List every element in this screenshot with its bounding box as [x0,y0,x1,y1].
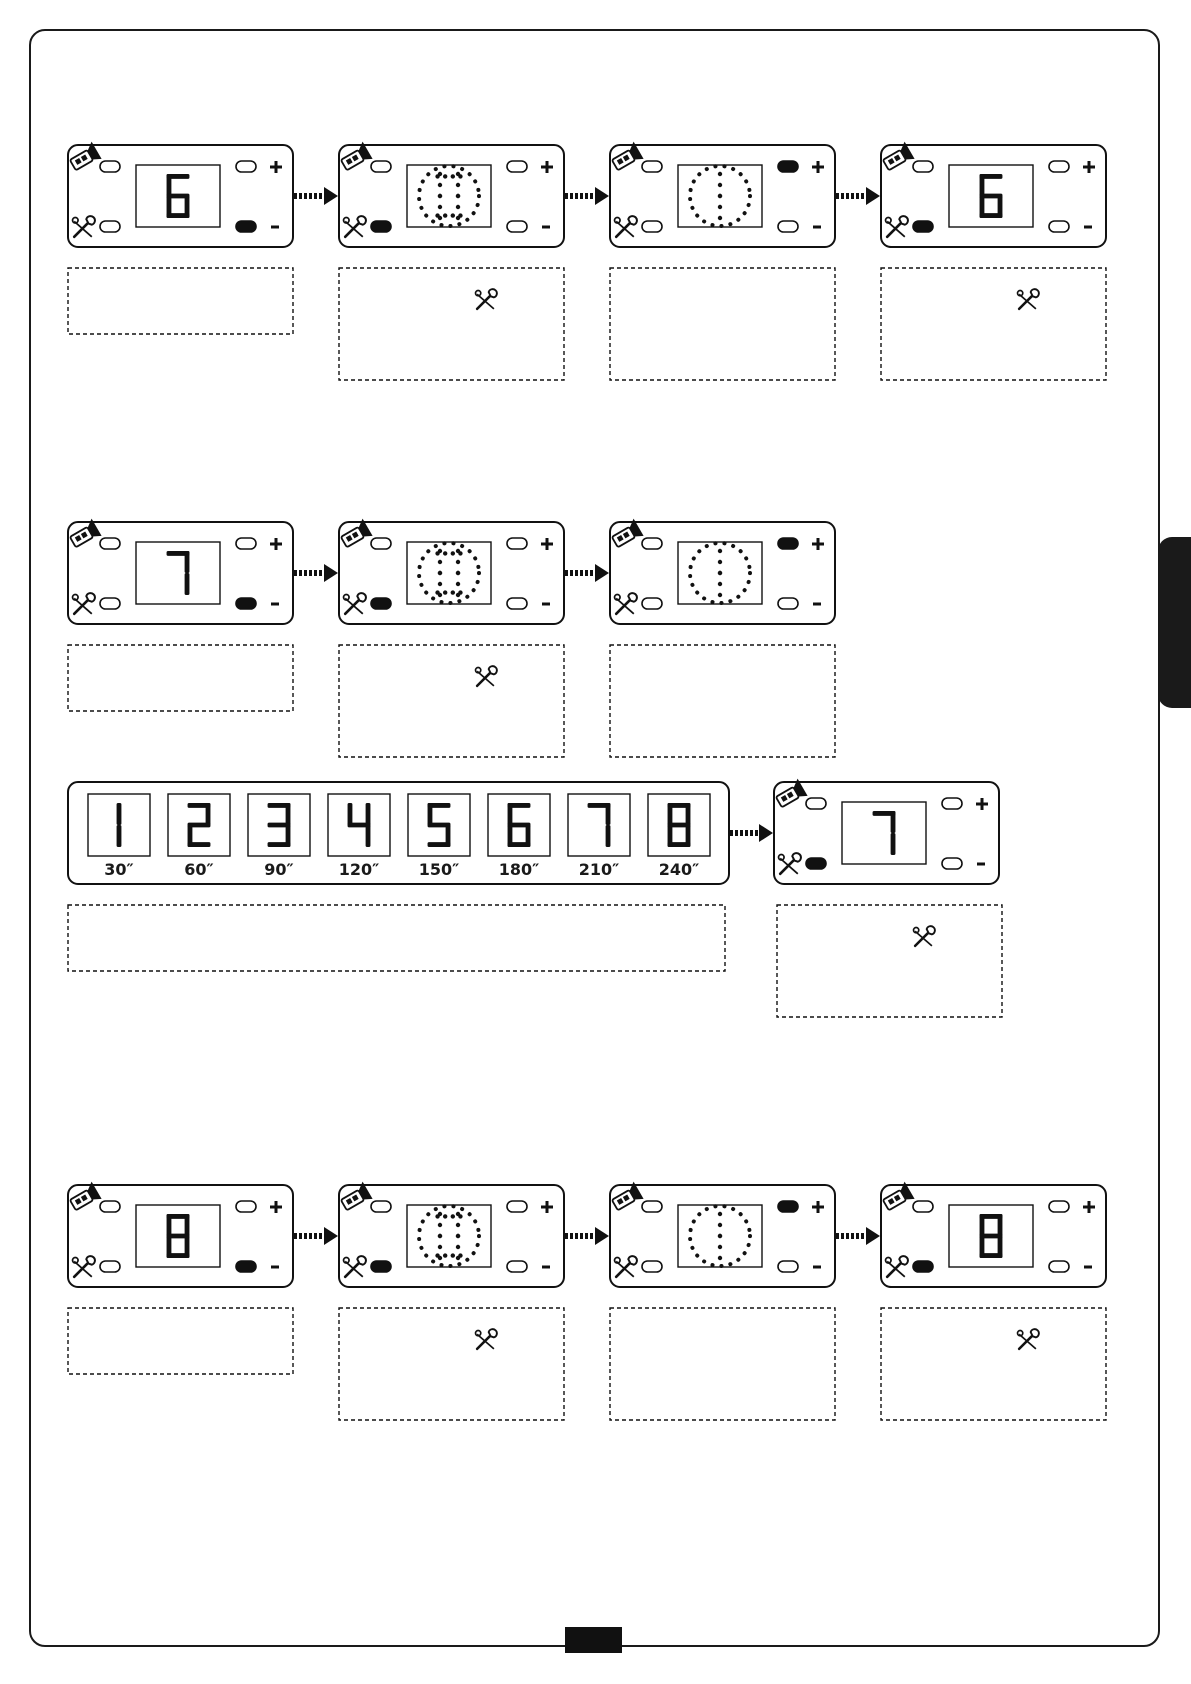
segment-dot [718,1245,722,1249]
radio-led [806,798,826,809]
segment [366,803,371,825]
segment-dot [718,205,722,209]
screwdriver-tip [1018,291,1023,296]
note-border [881,268,1106,380]
segment [167,1214,172,1236]
segment [286,803,291,825]
segment-dot [456,571,460,575]
minus-led [236,221,256,232]
wrench-icon [1018,1329,1039,1349]
segment-dot [456,172,460,176]
plus-led [507,1201,527,1212]
segment-dot [718,1234,722,1238]
wrench-icon [476,1329,497,1349]
note-border [610,268,835,380]
segment-dot [438,582,442,586]
plus-led [507,538,527,549]
segment-dot [456,582,460,586]
program-led [371,1261,391,1272]
note-border [339,645,564,757]
minus-led [778,598,798,609]
segment [185,1214,190,1236]
screwdriver-tip [476,668,481,673]
screwdriver-tip [1018,1331,1023,1336]
arrow-right-icon [730,824,773,842]
arrow-head [595,564,609,582]
segment-dot [443,213,447,217]
instruction-note-box [881,268,1106,380]
segment-dot [438,560,442,564]
segment [508,842,531,847]
minus-led [236,1261,256,1272]
segment [980,1234,1003,1239]
segment-dot [718,582,722,586]
segment-dot [456,560,460,564]
segment [508,803,513,825]
segment-dot [456,1212,460,1216]
radio-led [371,538,391,549]
control-panel-display [880,142,1106,247]
segment [167,213,190,218]
segment-dot [438,1245,442,1249]
wrench-icon [1018,289,1039,309]
segment-dot [438,1212,442,1216]
wrench-head [489,289,497,297]
segment-dot [458,590,462,594]
segment [206,803,211,825]
arrow-head [866,1227,880,1245]
wrench-head [927,926,935,934]
plus-led [778,161,798,172]
screwdriver-tip [914,928,919,933]
program-led [100,598,120,609]
segment [686,803,691,825]
instruction-note-box [339,645,564,757]
arrow-right-icon [294,1227,338,1245]
segment-dot [438,571,442,575]
segment-dot [443,590,447,594]
wrench-head [1031,289,1039,297]
segment-dot [438,1234,442,1238]
segment-dot [456,183,460,187]
segment-dot [456,1234,460,1238]
radio-led [371,1201,391,1212]
segment-dot [451,1253,455,1257]
segment-dot [456,205,460,209]
segment-dot [718,560,722,564]
control-panel-display [67,142,293,247]
program-led [371,598,391,609]
radio-led [642,161,662,172]
arrow-right-icon [294,187,338,205]
segment-dot [438,172,442,176]
segment-dot [718,1223,722,1227]
arrow-right-icon [565,187,609,205]
segment [167,174,172,196]
segment [998,1214,1003,1236]
wrench-icon [476,289,497,309]
segment [980,174,985,196]
arrow-right-icon [836,187,880,205]
screwdriver-tip [476,291,481,296]
program-led [100,221,120,232]
control-panel-display [67,1182,293,1287]
wrench-icon [476,666,497,686]
segment [167,1236,172,1258]
segment-dot [718,172,722,176]
note-border [68,645,293,711]
wrench-head [489,1329,497,1337]
note-border [339,1308,564,1420]
segment [668,803,673,825]
segment [980,1214,985,1236]
control-panel-display [338,519,564,624]
radio-led [371,161,391,172]
segment [117,803,122,825]
segment [348,803,353,825]
program-led [913,1261,933,1272]
note-border [68,905,725,971]
arrow-head [866,187,880,205]
plus-led [1049,161,1069,172]
control-panel-display [609,519,835,624]
program-led [642,598,662,609]
segment-dot [438,593,442,597]
minus-led [1049,221,1069,232]
segment-dot [718,216,722,220]
note-border [339,268,564,380]
segment [428,803,433,825]
instruction-note-box [610,645,835,757]
segment-dot [456,194,460,198]
minus-led [778,221,798,232]
segment-dot [443,551,447,555]
radio-led [100,538,120,549]
duration-label: 210″ [578,860,620,879]
segment-dot [438,216,442,220]
note-border [610,1308,835,1420]
minus-led [507,598,527,609]
duration-label: 90″ [264,860,294,879]
time-selection-panel [68,782,729,884]
segment-dot [718,194,722,198]
minus-led [1049,1261,1069,1272]
segment [366,825,371,847]
instruction-note-box [339,1308,564,1420]
segment-dot [456,1245,460,1249]
instruction-note-box [68,905,725,971]
note-border [68,268,293,334]
program-led [806,858,826,869]
plus-led [778,538,798,549]
instruction-note-box [68,1308,293,1374]
segment-dot [438,183,442,187]
segment-dot [718,571,722,575]
segment-dot [456,1223,460,1227]
instruction-note-box [881,1308,1106,1420]
arrow-head [324,1227,338,1245]
minus-led [778,1261,798,1272]
segment-dot [451,551,455,555]
radio-led [100,1201,120,1212]
segment-dot [718,1212,722,1216]
segment [185,551,190,573]
segment-dot [718,593,722,597]
segment [606,803,611,825]
wrench-head [1031,1329,1039,1337]
segment [891,811,896,833]
minus-led [507,221,527,232]
segment-dot [451,1214,455,1218]
segment-dot [458,1253,462,1257]
duration-label: 120″ [338,860,380,879]
note-border [777,905,1002,1017]
radio-led [913,1201,933,1212]
control-panel-display [67,519,293,624]
arrow-head [324,564,338,582]
segment-dot [438,205,442,209]
instruction-note-box [777,905,1002,1017]
segment-dot [438,1223,442,1227]
segment-dot [451,213,455,217]
program-led [642,1261,662,1272]
segment-dot [458,213,462,217]
segment [668,825,673,847]
segment [606,825,611,847]
control-panel-display [609,142,835,247]
note-border [881,1308,1106,1420]
wrench-icon [914,926,935,946]
arrow-head [595,1227,609,1245]
note-border [610,645,835,757]
arrow-head [324,187,338,205]
minus-led [942,858,962,869]
segment [428,842,451,847]
plus-led [236,1201,256,1212]
control-panel-display [773,779,999,884]
plus-led [507,161,527,172]
arrow-head [595,187,609,205]
program-led [371,221,391,232]
control-panel-display [880,1182,1106,1287]
segment-dot [438,194,442,198]
program-led [913,221,933,232]
plus-led [778,1201,798,1212]
control-panel-display [338,142,564,247]
radio-led [913,161,933,172]
arrow-right-icon [836,1227,880,1245]
segment [891,833,896,855]
segment [117,825,122,847]
segment [668,823,691,828]
segment [185,573,190,595]
minus-led [507,1261,527,1272]
duration-label: 240″ [658,860,700,879]
plus-led [236,161,256,172]
radio-led [100,161,120,172]
duration-label: 180″ [498,860,540,879]
control-panel-display [609,1182,835,1287]
segment-dot [443,1214,447,1218]
duration-label: 30″ [104,860,134,879]
segment-dot [451,590,455,594]
arrow-right-icon [565,1227,609,1245]
segment [188,842,211,847]
control-panel-display [338,1182,564,1287]
segment-dot [718,1256,722,1260]
segment-dot [718,183,722,187]
segment [980,1236,985,1258]
arrow-right-icon [294,564,338,582]
segment-dot [443,174,447,178]
segment [268,842,291,847]
segment-dot [438,549,442,553]
wrench-head [489,666,497,674]
radio-led [642,1201,662,1212]
segment-dot [456,549,460,553]
duration-label: 150″ [418,860,460,879]
radio-led [642,538,662,549]
segment-dot [443,1253,447,1257]
note-border [68,1308,293,1374]
arrow-right-icon [565,564,609,582]
screwdriver-tip [476,1331,481,1336]
instruction-note-box [339,268,564,380]
instruction-note-box [610,1308,835,1420]
plus-led [236,538,256,549]
segment-dot [451,174,455,178]
segment [980,213,1003,218]
instruction-note-box [68,268,293,334]
program-led [642,221,662,232]
instruction-note-box [610,268,835,380]
instruction-note-box [68,645,293,711]
segment-dot [438,1256,442,1260]
minus-led [236,598,256,609]
plus-led [1049,1201,1069,1212]
arrow-head [759,824,773,842]
program-led [100,1261,120,1272]
plus-led [942,798,962,809]
segment-dot [718,549,722,553]
duration-label: 60″ [184,860,214,879]
segment [167,1234,190,1239]
